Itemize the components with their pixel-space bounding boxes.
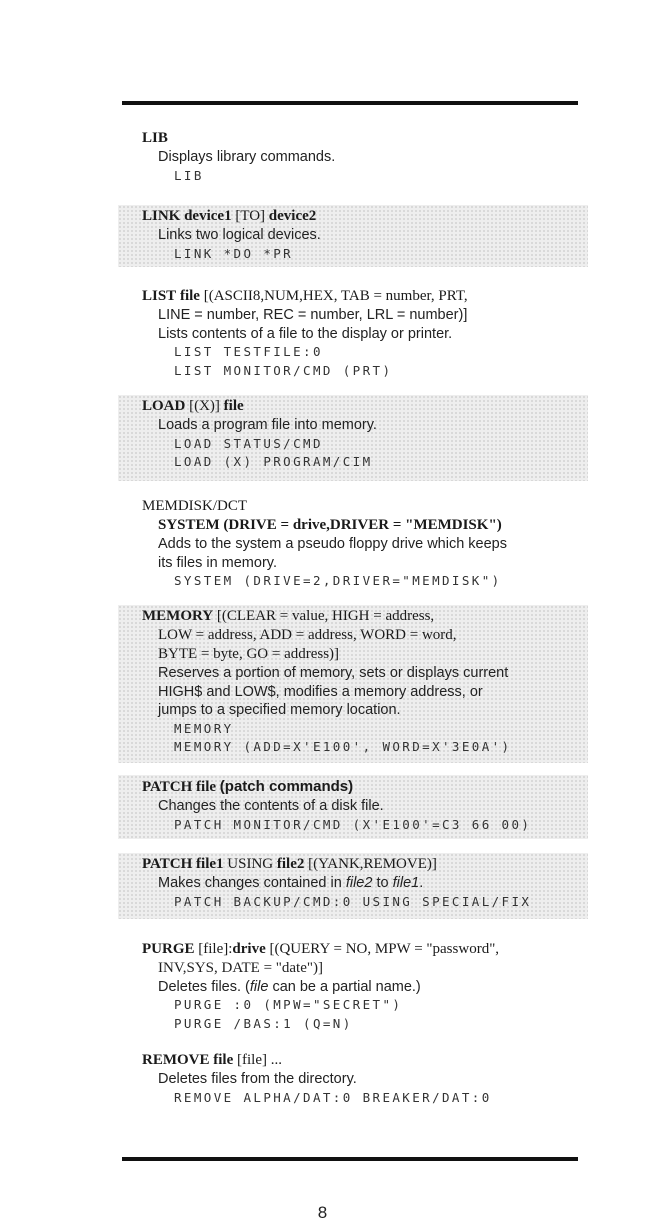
command-keyword: PURGE bbox=[142, 941, 195, 957]
example-code: PATCH BACKUP/CMD:0 USING SPECIAL/FIX bbox=[174, 893, 532, 909]
syntax-line bbox=[142, 516, 584, 535]
example-code: LOAD STATUS/CMD bbox=[174, 435, 323, 451]
entry-link bbox=[118, 205, 588, 267]
command-keyword: LINK bbox=[142, 208, 181, 224]
param: [(YANK,REMOVE)] bbox=[308, 856, 437, 872]
example-code: LOAD (X) PROGRAM/CIM bbox=[174, 454, 373, 469]
driver-label: MEMDISK/DCT bbox=[142, 498, 248, 514]
param: device2 bbox=[268, 208, 317, 224]
entry-description: Displays library commands. bbox=[158, 149, 336, 165]
example-code: MEMORY (ADD=X'E100', WORD=X'3E0A') bbox=[174, 739, 512, 754]
command-keyword: PATCH bbox=[142, 779, 193, 795]
command-keyword: LIST bbox=[142, 288, 177, 304]
entry-description: Loads a program file into memory. bbox=[158, 417, 377, 433]
param: file bbox=[196, 779, 217, 795]
param: drive bbox=[232, 941, 266, 957]
desc-text: Makes changes contained in bbox=[158, 875, 346, 891]
entry-description bbox=[142, 978, 584, 997]
desc-text: to bbox=[372, 875, 393, 891]
param: [(X)] bbox=[189, 398, 220, 414]
desc-italic: file1 bbox=[392, 875, 420, 891]
syntax: [(ASCII8,NUM,HEX, TAB = number, PRT, bbox=[203, 288, 468, 304]
param: file bbox=[223, 398, 244, 414]
example-code: LIST TESTFILE:0 bbox=[174, 344, 323, 359]
command-keyword: LIB bbox=[142, 130, 168, 146]
example-code: PURGE :0 (MPW="SECRET") bbox=[174, 997, 403, 1012]
param: file bbox=[213, 1052, 234, 1068]
entry-heading bbox=[142, 777, 584, 797]
top-rule bbox=[122, 101, 578, 105]
entry-heading bbox=[142, 207, 584, 226]
entry-description: jumps to a specified memory location. bbox=[158, 702, 401, 718]
entry-memdisk bbox=[118, 495, 588, 595]
entry-description: Links two logical devices. bbox=[158, 227, 321, 243]
param: file1 bbox=[196, 856, 224, 872]
entry-remove bbox=[118, 1049, 588, 1111]
entry-memory bbox=[118, 605, 588, 763]
entry-description: Adds to the system a pseudo floppy drive which keeps bbox=[158, 536, 507, 552]
syntax: SYSTEM (DRIVE = drive,DRIVER = "MEMDISK") bbox=[158, 517, 502, 533]
command-keyword: LOAD bbox=[142, 398, 186, 414]
param: file bbox=[179, 288, 200, 304]
bottom-rule bbox=[122, 1157, 578, 1161]
param: file2 bbox=[276, 856, 305, 872]
param: device1 bbox=[184, 208, 232, 224]
syntax-continuation: BYTE = byte, GO = address)] bbox=[158, 646, 340, 662]
entry-patch bbox=[118, 775, 588, 839]
param: (patch commands) bbox=[219, 778, 354, 795]
desc-text: . bbox=[419, 875, 424, 891]
example-code: PURGE /BAS:1 (Q=N) bbox=[174, 1015, 353, 1031]
example-code: SYSTEM (DRIVE=2,DRIVER="MEMDISK") bbox=[174, 573, 502, 588]
example-code: PATCH MONITOR/CMD (X'E100'=C3 66 00) bbox=[174, 816, 532, 832]
entry-description bbox=[142, 874, 584, 893]
entry-patch-using bbox=[118, 853, 588, 919]
example-code: LIB bbox=[174, 167, 204, 183]
entry-heading bbox=[142, 497, 584, 516]
param: [file] ... bbox=[237, 1052, 282, 1068]
desc-italic: file2 bbox=[345, 875, 373, 891]
entry-description: Reserves a portion of memory, sets or displays current bbox=[158, 665, 509, 681]
entry-heading bbox=[142, 855, 584, 874]
desc-text: Deletes files. ( bbox=[158, 978, 250, 995]
entry-description: Deletes files from the directory. bbox=[158, 1071, 357, 1087]
entry-heading bbox=[142, 287, 584, 306]
entry-heading bbox=[142, 397, 584, 416]
entry-heading bbox=[142, 129, 584, 148]
entry-list bbox=[118, 285, 588, 384]
desc-text: can be a partial name.) bbox=[268, 978, 421, 995]
entry-lib bbox=[118, 127, 588, 189]
syntax-continuation: LOW = address, ADD = address, WORD = word, bbox=[158, 627, 457, 643]
syntax-continuation: LINE = number, REC = number, LRL = number)] bbox=[158, 307, 468, 323]
param: [file]: bbox=[198, 941, 233, 957]
entry-load bbox=[118, 395, 588, 481]
syntax: [(QUERY = NO, MPW = "password", bbox=[269, 941, 500, 957]
command-keyword: REMOVE bbox=[142, 1052, 210, 1068]
entry-heading bbox=[142, 940, 584, 959]
command-keyword: PATCH bbox=[142, 856, 193, 872]
page-number: 8 bbox=[317, 1203, 328, 1222]
entry-description: its files in memory. bbox=[158, 554, 277, 571]
syntax-continuation: INV,SYS, DATE = "date")] bbox=[158, 960, 323, 976]
entry-description: HIGH$ and LOW$, modifies a memory address, or bbox=[158, 683, 483, 700]
entry-purge bbox=[118, 938, 588, 1037]
entry-description: Lists contents of a file to the display or printer. bbox=[158, 325, 453, 342]
example-code: REMOVE ALPHA/DAT:0 BREAKER/DAT:0 bbox=[174, 1089, 492, 1105]
example-code: MEMORY bbox=[174, 720, 234, 736]
command-keyword: MEMORY bbox=[142, 608, 214, 624]
param: USING bbox=[227, 856, 274, 872]
syntax: [(CLEAR = value, HIGH = address, bbox=[216, 608, 435, 624]
param: [TO] bbox=[235, 208, 266, 224]
entry-heading bbox=[142, 1051, 584, 1070]
entry-description: Changes the contents of a disk file. bbox=[158, 798, 384, 814]
entry-heading bbox=[142, 607, 584, 626]
example-code: LIST MONITOR/CMD (PRT) bbox=[174, 362, 393, 378]
desc-italic: file bbox=[249, 978, 269, 995]
example-code: LINK *DO *PR bbox=[174, 245, 294, 261]
